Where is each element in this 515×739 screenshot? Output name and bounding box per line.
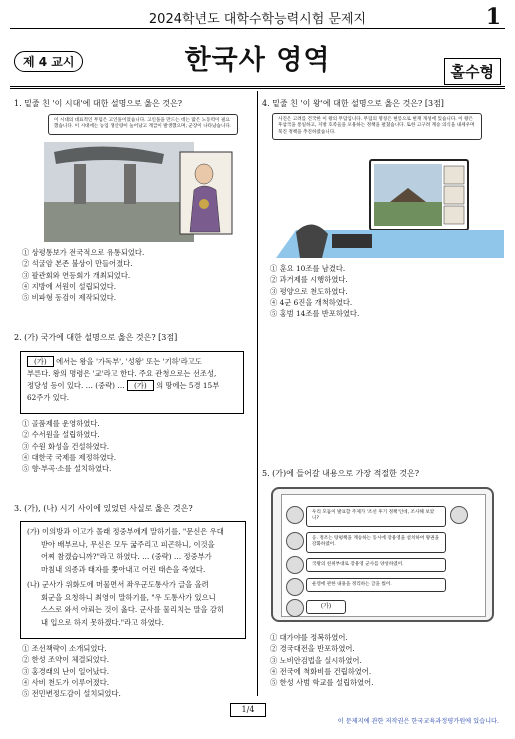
q1-choice-3[interactable]: ③ 팔관회와 연등회가 개최되었다. [22, 270, 131, 280]
subject-title: 한국사 영역 [184, 45, 331, 76]
q4-choice-4[interactable]: ④ 4군 6진을 개척하였다. [270, 297, 353, 307]
q4-choices [270, 263, 359, 319]
page-indicator: 1/4 [230, 703, 266, 717]
q2-blank-ga-2: (가) [127, 380, 154, 391]
q5-avatar-4 [286, 556, 304, 574]
q1-choice-5[interactable]: ⑤ 비파형 동검이 제작되었다. [22, 293, 117, 303]
period-label: 제 4 교시 [14, 51, 83, 72]
q3-choice-5[interactable]: ⑤ 전민변정도감이 설치되었다. [22, 689, 121, 699]
q3-ga-line-3: 어찌 참겠습니까?"라고 하였다. … (중략) … 정중부가 [41, 552, 212, 561]
q5-choice-1[interactable]: ① 대가야를 정복하였어. [270, 633, 348, 642]
q2-choice-5[interactable]: ⑤ 향·부곡·소를 설치하였다. [22, 464, 112, 474]
q5-choice-4[interactable]: ④ 전국에 척화비를 건립하였어. [270, 666, 372, 676]
q3-ga-line-2: 받아 배부르나, 무신은 모두 굶주리고 피곤하니, 이것을 [41, 539, 215, 549]
q3-source-box [20, 521, 246, 639]
q2-choice-3[interactable]: ③ 수원 화성을 건설하였다. [22, 441, 110, 451]
q1-teacher-bubble: 이 시대의 대표적인 무덤은 고인돌이었습니다. 고인돌을 만드는 데는 많은 노동력이 필요했습니다. 이 시대에는 농업 생산량이 늘어났고 계급이 발생했으며, 군장이 나타났습니다. [48, 114, 238, 135]
q3-na-line-3: 스스로 와서 아뢰는 것이 옳다. 군사를 물리치는 말을 감히 [41, 605, 224, 614]
q5-chat-1: 우리 모둠이 발표할 주제가 '조선 후기 정책'인데, 조사해 보았니? [306, 506, 446, 527]
q3-title: 3. (가), (나) 시기 사이에 있었던 사실로 옳은 것은? [14, 504, 193, 513]
q5-chat-ga: (가) [306, 600, 346, 614]
q2-line-2: 부른다. 왕의 명령은 '교'라고 한다. 주요 관청으로는 선조성, [27, 369, 217, 378]
q5-avatar-5 [286, 578, 304, 596]
q5-title: 5. (가)에 들어갈 내용으로 가장 적절한 것은? [262, 469, 420, 478]
q2-choice-1[interactable]: ① 골품제를 운영하였다. [22, 419, 100, 428]
q3-choice-4[interactable]: ④ 사비 천도가 이루어졌다. [22, 677, 110, 687]
page-indicator-current: 1 [241, 705, 247, 714]
q5-choice-3[interactable]: ③ 노비안검법을 실시하였어. [270, 655, 362, 665]
q3-choices [22, 643, 121, 699]
q5-choice-2[interactable]: ② 경국대전을 반포하였어. [270, 644, 355, 654]
q5-avatar-6 [286, 599, 304, 617]
q4-choice-3[interactable]: ③ 평양으로 천도하였다. [270, 286, 348, 296]
q2-title: 2. (가) 국가에 대한 설명으로 옳은 것은? [3점] [14, 333, 178, 342]
q2-choice-4[interactable]: ④ 대한국 국제를 제정하였다. [22, 452, 117, 462]
q3-choice-1[interactable]: ① 조선책략이 소개되었다. [22, 644, 107, 653]
q3-na-line-2: 회군을 요청하니 최영이 말하기를, "우 도통사가 있으니 [41, 592, 216, 602]
q2-choice-2[interactable]: ② 수서원을 설립하였다. [22, 430, 100, 440]
q4-title: 4. 밑줄 친 '이 왕'에 대한 설명으로 옳은 것은? [3점] [262, 99, 444, 108]
q3-na-line-4: 내 입으로 하지 못하겠다."라고 하였다. [41, 617, 165, 627]
q4-choice-1[interactable]: ① 훈요 10조를 남겼다. [270, 264, 346, 273]
q1-choices [22, 247, 144, 303]
q2-blank-ga: (가) [27, 356, 54, 367]
q4-choice-2[interactable]: ② 과거제를 시행하였다. [270, 275, 348, 285]
page-number: 1 [485, 4, 501, 30]
q3-ga-line-1: (가) 이의방과 이고가 몰래 정중부에게 말하기를, "문신은 우대 [27, 527, 224, 536]
q3-choice-3[interactable]: ③ 홍경래의 난이 일어났다. [22, 666, 110, 676]
q2-line-1: 에서는 왕을 '가독부', '성왕' 또는 '기하'라고도 [56, 357, 202, 366]
header-double-rule [10, 86, 505, 89]
q5-avatar-3 [286, 532, 304, 550]
column-divider [257, 91, 258, 696]
q1-choice-4[interactable]: ④ 지방에 서원이 설립되었다. [22, 281, 117, 291]
q1-title: 1. 밑줄 친 '이 시대'에 대한 설명으로 옳은 것은? [14, 99, 183, 108]
q5-choices [270, 632, 373, 688]
header-rule [10, 28, 505, 29]
q5-choice-5[interactable]: ⑤ 한성 사범 학교를 설립하였어. [270, 678, 374, 688]
q5-chat-3: 국왕의 친위부대로 장용영 군사를 양성하였어. [306, 558, 446, 572]
page-indicator-total: 4 [249, 705, 255, 714]
q3-ga-line-4: 마침내 의종과 태자를 쫓아내고 어린 태손을 죽였다. [41, 564, 206, 574]
q2-choices [22, 418, 116, 474]
q2-line-4: 62주가 있다. [27, 393, 70, 402]
q5-avatar-2 [450, 506, 468, 524]
q5-avatar-1 [286, 506, 304, 524]
form-type-badge: 홀수형 [444, 58, 501, 85]
q3-choice-2[interactable]: ② 한성 조약이 체결되었다. [22, 655, 110, 665]
q2-source-box [20, 351, 244, 414]
q4-teacher-bubble: 사진은 고려를 건국한 이 왕의 무덤입니다. 무덤의 명칭은 현릉으로 현재 개성에 있습니다. 이 왕은 후삼국을 통일하고, 지방 호족들을 포용하는 정책을 펼쳤습니다. 또한 고구려 계승 의식을 내세우며 북진 정책을 추진하였습니다. [272, 113, 482, 140]
q5-chat-4: 운영에 관한 내용을 정리하는 글을 썼어. [306, 578, 446, 592]
q1-choice-2[interactable]: ② 석굴암 본존 불상이 만들어졌다. [22, 259, 133, 269]
q5-chat-2: 응. 정조는 탕평책을 계승하는 동시에 장용영을 설치하여 왕권을 강화하였어. [306, 532, 446, 553]
q1-choice-1[interactable]: ① 상평통보가 전국적으로 유통되었다. [22, 248, 145, 257]
q2-line-3a: 정당성 등이 있다. … (중략) … [27, 381, 125, 390]
q2-line-3b: 의 땅에는 5경 15부 [156, 381, 220, 390]
copyright-notice: 이 문제지에 관한 저작권은 한국교육과정평가원에 있습니다. [337, 718, 499, 725]
q3-na-line-1: (나) 군사가 위화도에 머물면서 좌우군도통사가 글을 올려 [27, 580, 209, 589]
exam-title: 2024학년도 대학수학능력시험 문제지 [148, 12, 367, 27]
q4-choice-5[interactable]: ⑤ 홍범 14조를 반포하였다. [270, 309, 360, 319]
